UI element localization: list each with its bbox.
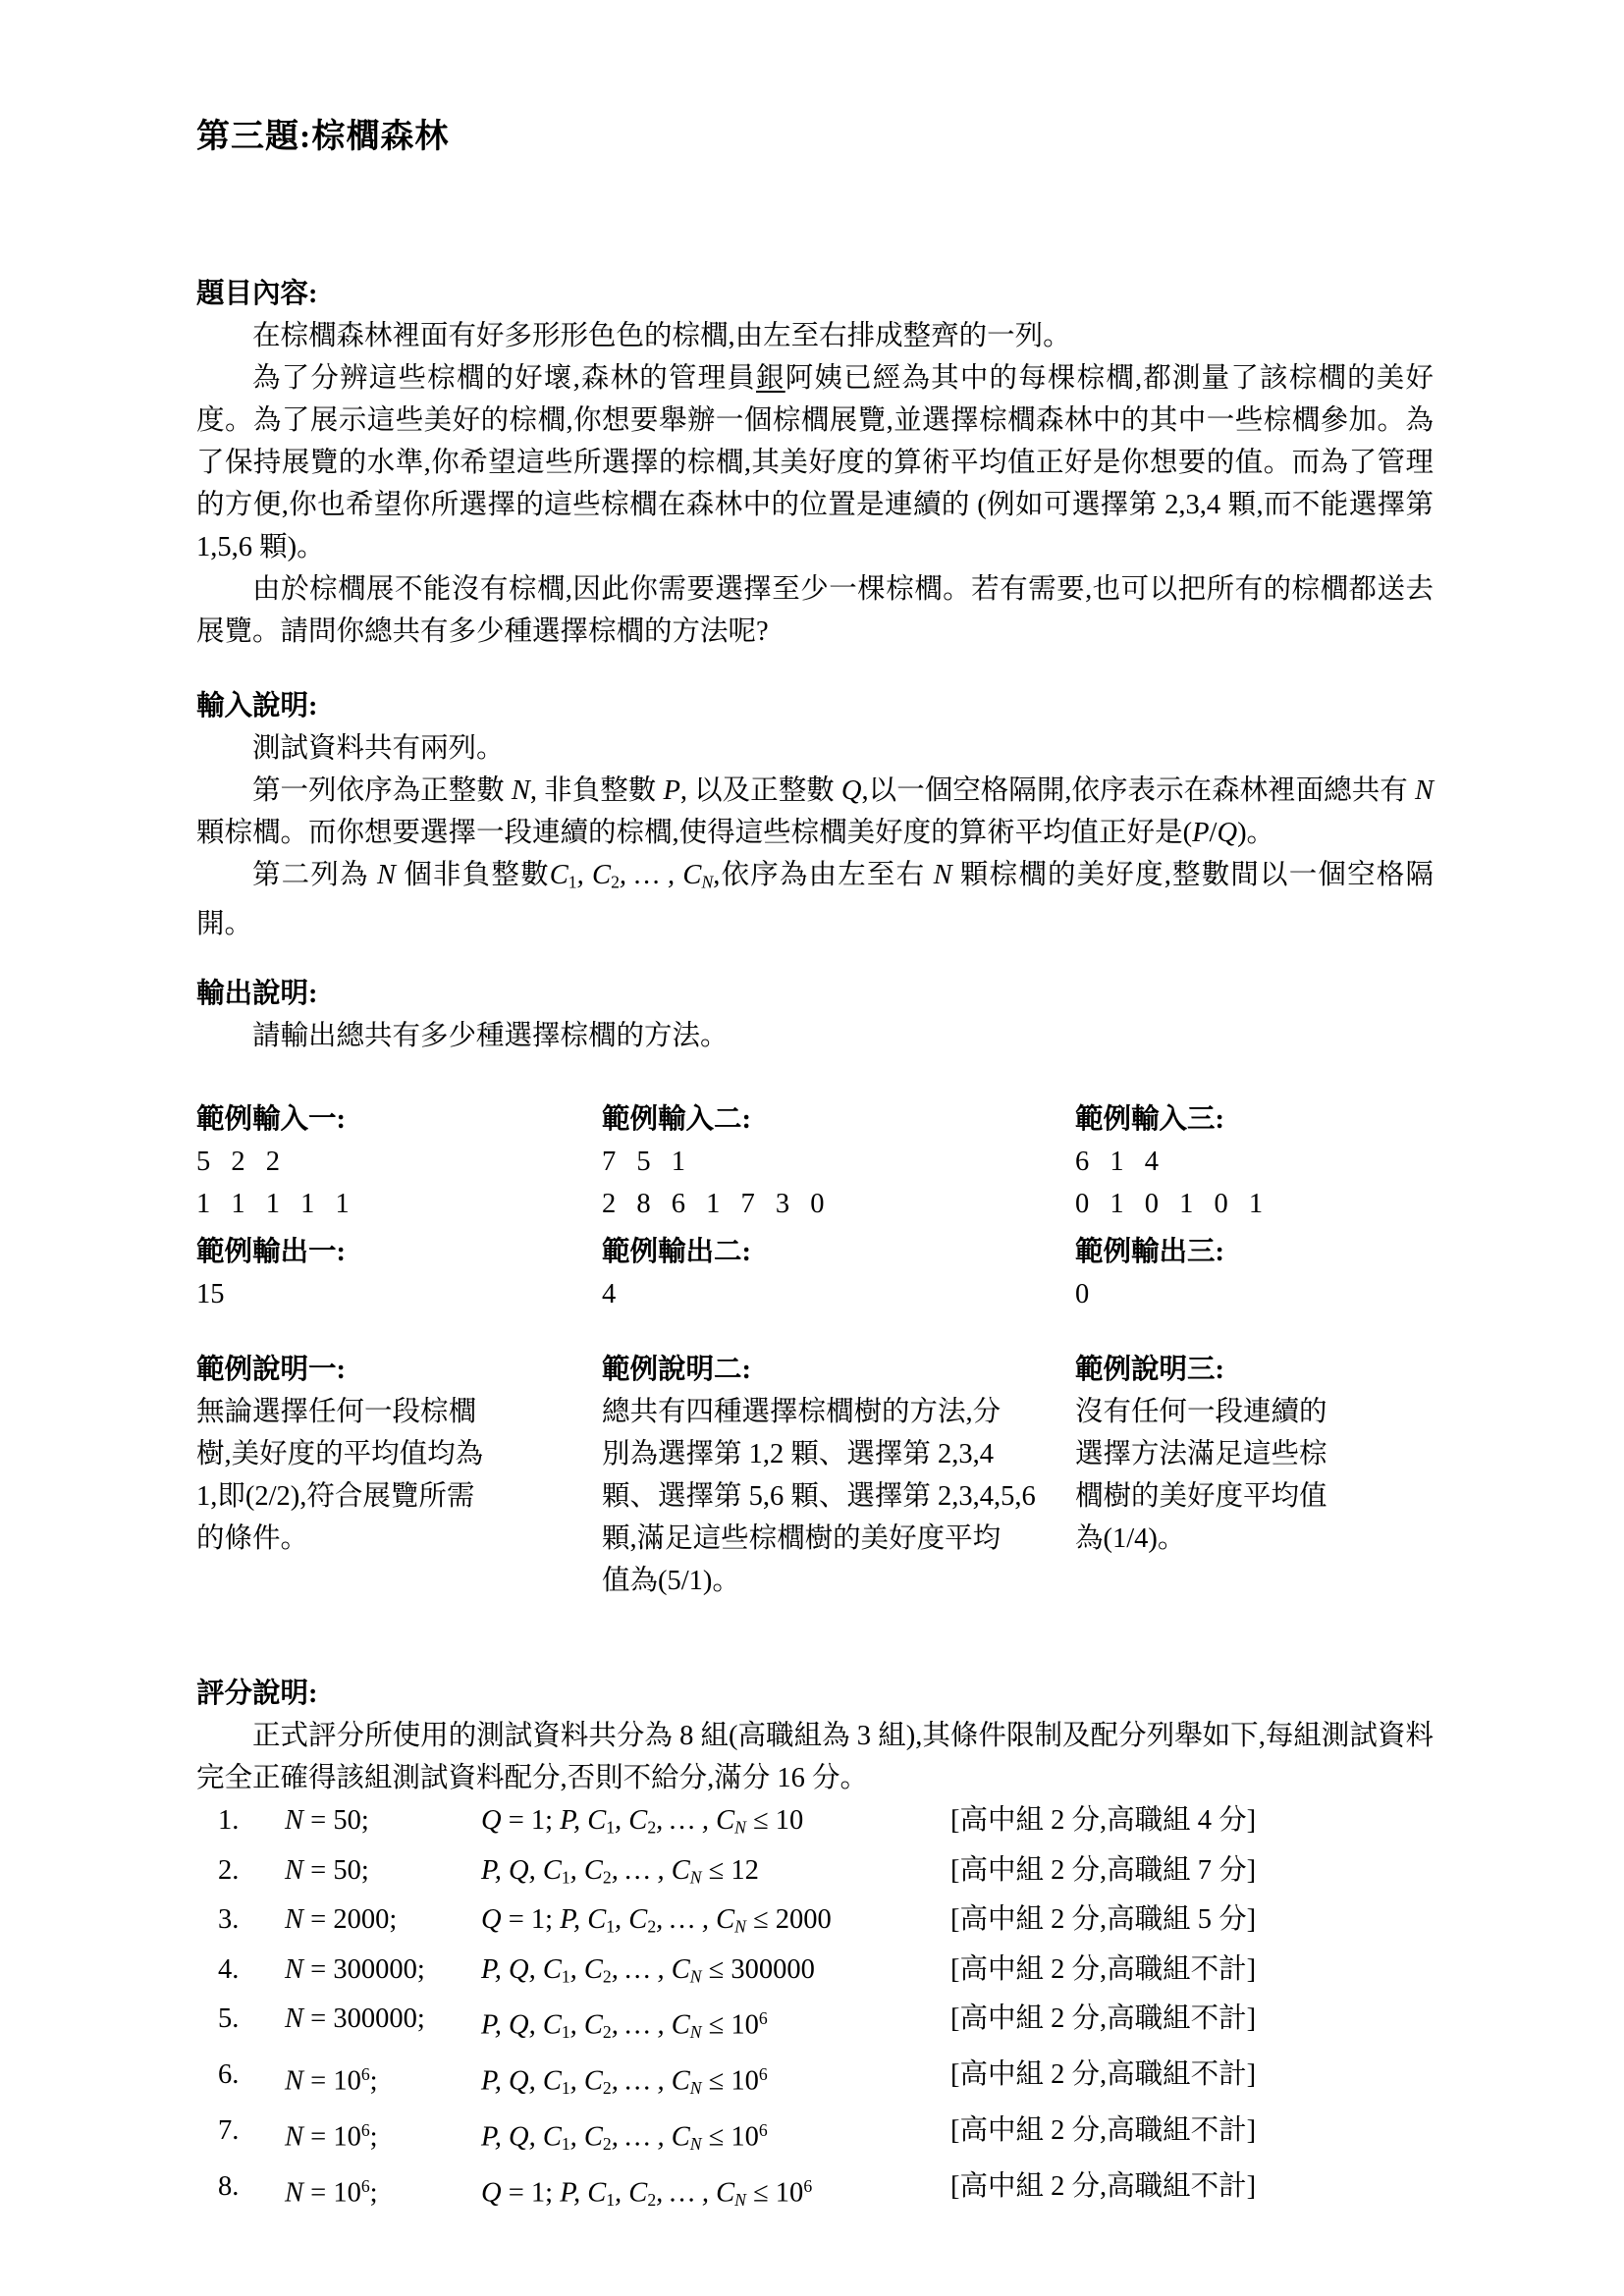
sample-input-3-heading: 範例輸入三: [1075, 1104, 1224, 1136]
sample-output-3-heading: 範例輸出三: [1075, 1237, 1224, 1268]
sample-input-3-line-2: 0 1 0 1 0 1 [1075, 1189, 1264, 1220]
scoring-item-number: 4. [218, 1953, 240, 1985]
input-paragraph-3: 第二列為 N 個非負整數$C_1$, $C_2$, … , $C_N$,依序為由左至右 N 顆棕櫚的美好度,整數間以一個空格隔開。 [196, 860, 1434, 940]
sample-explanation-3-heading: 範例說明三: [1075, 1355, 1224, 1386]
scoring-item-number: 5. [218, 2003, 240, 2035]
explanation-line: 顆,滿足這些棕櫚樹的美好度平均 [602, 1523, 1001, 1555]
sample-input-2-line-1: 7 5 1 [602, 1147, 685, 1178]
scoring-item-n: N = 300000; [285, 2003, 425, 2035]
sample-column-1 [196, 1098, 602, 1602]
explanation-line: 1,即(2/2),符合展覽所需 [196, 1481, 475, 1513]
explanation-line: 沒有任何一段連續的 [1075, 1397, 1327, 1428]
scoring-item-score: [高中組 2 分,高職組不計] [950, 2003, 1257, 2035]
sample-output-1-heading: 範例輸出一: [196, 1237, 346, 1268]
scoring-item-condition: P, Q, $C_1$, $C_2$, … , $C_N \le 10^6$ [481, 2120, 768, 2155]
scoring-item-score: [高中組 2 分,高職組 5 分] [950, 1904, 1257, 1936]
scoring-item-condition: Q = 1; P, $C_1$, $C_2$, … , $C_N \le 10$ [481, 1805, 804, 1838]
problem-paragraph-3: 由於棕櫚展不能沒有棕櫚,因此你需要選擇至少一棵棕櫚。若有需要,也可以把所有的棕櫚都送去展覽。請問你總共有多少種選擇棕櫚的方法呢? [196, 574, 1434, 647]
explanation-line: 值為(5/1)。 [602, 1566, 740, 1597]
input-paragraph-2: 第一列依序為正整數 N, 非負整數 P, 以及正整數 Q,以一個空格隔開,依序表示在森林裡面總共有 N 顆棕櫚。而你想要選擇一段連續的棕櫚,使得這些棕櫚美好度的算術平均值正好是(P/Q)。 [196, 775, 1434, 848]
input-paragraph-1: 測試資料共有兩列。 [252, 733, 505, 764]
scoring-item-n: N = 2000; [285, 1904, 398, 1936]
section-heading-scoring: 評分說明: [196, 1679, 318, 1710]
explanation-line: 的條件。 [196, 1523, 309, 1555]
scoring-item-score: [高中組 2 分,高職組不計] [950, 2059, 1257, 2091]
explanation-line: 顆、選擇第 5,6 顆、選擇第 2,3,4,5,6 [602, 1481, 1036, 1513]
sample-output-1-value: 15 [196, 1279, 225, 1310]
page-title: 第三題:棕櫚森林 [196, 119, 450, 155]
scoring-intro: 正式評分所使用的測試資料共分為 8 組(高職組為 3 組),其條件限制及配分列舉如下,每組測試資料完全正確得該組測試資料配分,否則不給分,滿分 16 分。 [196, 1721, 1435, 1794]
scoring-item-condition: P, Q, $C_1$, $C_2$, … , $C_N \le 10^6$ [481, 2008, 768, 2043]
explanation-line: 選擇方法滿足這些棕 [1075, 1439, 1327, 1470]
scoring-item-score: [高中組 2 分,高職組不計] [950, 1953, 1257, 1985]
sample-explanation-2-text [602, 1391, 1063, 1602]
scoring-item-row [218, 1998, 1434, 2054]
scoring-item-row [218, 2165, 1434, 2221]
output-paragraph-1: 請輸出總共有多少種選擇棕櫚的方法。 [252, 1021, 729, 1052]
explanation-line: 樹,美好度的平均值均為 [196, 1439, 484, 1470]
scoring-item-condition: Q = 1; P, $C_1$, $C_2$, … , $C_N \le 10^6$ [481, 2176, 813, 2211]
sample-output-2-heading: 範例輸出二: [602, 1237, 751, 1268]
scoring-item-number: 6. [218, 2059, 240, 2091]
sample-input-1-line-1: 5 2 2 [196, 1147, 280, 1178]
problem-paragraph-1: 在棕櫚森林裡面有好多形形色色的棕櫚,由左至右排成整齊的一列。 [252, 321, 1071, 351]
explanation-line: 總共有四種選擇棕櫚樹的方法,分 [602, 1397, 1001, 1428]
samples-grid [196, 1098, 1434, 1602]
scoring-item-condition: Q = 1; P, $C_1$, $C_2$, … , $C_N \le 2000$ [481, 1904, 832, 1937]
sample-output-2-value: 4 [602, 1279, 617, 1310]
sample-input-1-line-2: 1 1 1 1 1 [196, 1189, 350, 1220]
scoring-item-n: N = 50; [285, 1805, 369, 1837]
scoring-item-number: 7. [218, 2115, 240, 2147]
sample-explanation-3-text [1075, 1391, 1370, 1560]
sample-output-3-value: 0 [1075, 1279, 1090, 1310]
scoring-item-number: 1. [218, 1805, 240, 1837]
section-heading-problem: 題目內容: [196, 279, 318, 309]
scoring-item-score: [高中組 2 分,高職組不計] [950, 2115, 1257, 2147]
sample-input-3-line-1: 6 1 4 [1075, 1147, 1159, 1178]
explanation-line: 為(1/4)。 [1075, 1523, 1186, 1555]
scoring-item-n: $N = 10^6$; [285, 2064, 378, 2097]
scoring-item-condition: P, Q, $C_1$, $C_2$, … , $C_N \le 12$ [481, 1854, 759, 1888]
scoring-list [196, 1799, 1434, 2221]
sample-explanation-1-heading: 範例說明一: [196, 1355, 346, 1386]
scoring-item-score: [高中組 2 分,高職組不計] [950, 2171, 1257, 2203]
explanation-line: 櫚樹的美好度平均值 [1075, 1481, 1327, 1513]
sample-input-2-line-2: 2 8 6 1 7 3 0 [602, 1189, 825, 1220]
sample-input-1-heading: 範例輸入一: [196, 1104, 346, 1136]
scoring-item-number: 3. [218, 1904, 240, 1936]
scoring-item-score: [高中組 2 分,高職組 7 分] [950, 1854, 1257, 1886]
scoring-item-row [218, 1849, 1434, 1898]
scoring-item-row [218, 2054, 1434, 2109]
scoring-item-row [218, 1949, 1434, 1998]
scoring-item-n: N = 300000; [285, 1953, 425, 1985]
scoring-item-n: $N = 10^6$; [285, 2176, 378, 2210]
sample-input-2-heading: 範例輸入二: [602, 1104, 751, 1136]
sample-column-3 [1075, 1098, 1434, 1602]
section-heading-input: 輸入說明: [196, 691, 318, 721]
sample-explanation-1-text [196, 1391, 530, 1560]
scoring-item-row [218, 2109, 1434, 2165]
sample-explanation-2-heading: 範例說明二: [602, 1355, 751, 1386]
scoring-item-row [218, 1799, 1434, 1848]
scoring-item-number: 2. [218, 1854, 240, 1886]
scoring-item-number: 8. [218, 2171, 240, 2203]
problem-paragraph-2: 為了分辨這些棕櫚的好壞,森林的管理員銀阿姨已經為其中的每棵棕櫚,都測量了該棕櫚的美好度。為了展示這些美好的棕櫚,你想要舉辦一個棕櫚展覽,並選擇棕櫚森林中的其中一些棕櫚參加。為了保持展覽的水準,你希望這些所選擇的棕櫚,其美好度的算術平均值正好是你想要的值。而為了管理的方便,你也希望你所選擇的這些棕櫚在森林中的位置是連續的 (例如可選擇第 2,3,4 顆,而不能選擇第 1,5,6 顆)。 [196, 363, 1434, 562]
scoring-item-n: $N = 10^6$; [285, 2120, 378, 2153]
scoring-item-score: [高中組 2 分,高職組 4 分] [950, 1805, 1257, 1837]
explanation-line: 無論選擇任何一段棕櫚 [196, 1397, 477, 1428]
scoring-item-n: N = 50; [285, 1854, 369, 1886]
explanation-line: 別為選擇第 1,2 顆、選擇第 2,3,4 [602, 1439, 995, 1470]
section-heading-output: 輸出說明: [196, 979, 318, 1010]
scoring-item-row [218, 1898, 1434, 1948]
scoring-item-condition: P, Q, $C_1$, $C_2$, … , $C_N \le 10^6$ [481, 2064, 768, 2099]
sample-column-2 [602, 1098, 1075, 1602]
scoring-item-condition: P, Q, $C_1$, $C_2$, … , $C_N \le 300000$ [481, 1953, 815, 1987]
